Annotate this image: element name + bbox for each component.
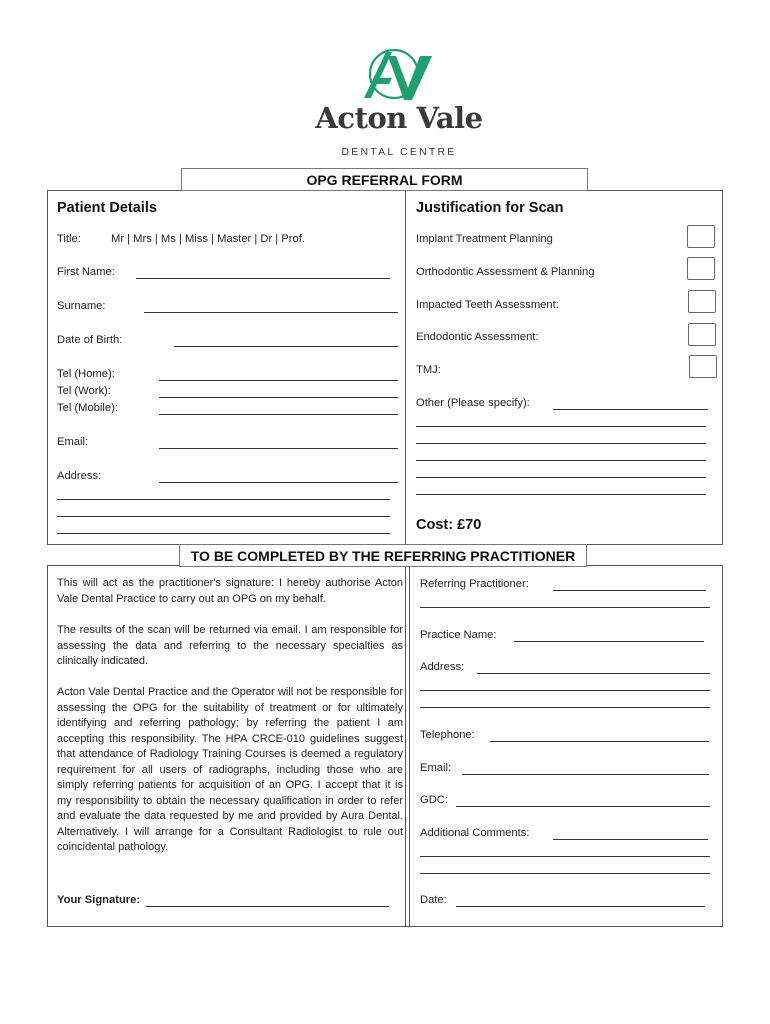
justification-item: Endodontic Assessment:	[416, 331, 539, 343]
tmj-checkbox[interactable]	[689, 355, 717, 378]
practice-name-field[interactable]	[514, 641, 704, 642]
telephone-label: Telephone:	[420, 729, 475, 741]
other-field-1[interactable]	[553, 409, 708, 410]
cost-label: Cost: £70	[416, 517, 482, 533]
referrer-email-label: Email:	[420, 762, 452, 774]
title-options[interactable]: Mr | Mrs | Ms | Miss | Master | Dr | Prof.	[111, 233, 305, 245]
brand-name: Acton Vale	[315, 101, 483, 135]
practitioner-divider-right	[409, 565, 410, 927]
signature-label: Your Signature:	[57, 894, 141, 906]
other-field-5[interactable]	[416, 477, 706, 478]
practitioner-section-title: TO BE COMPLETED BY THE REFERRING PRACTITIONER	[179, 544, 587, 567]
referrer-email-field[interactable]	[462, 774, 709, 775]
tel-home-label: Tel (Home):	[57, 368, 115, 380]
orthodontic-checkbox[interactable]	[687, 257, 715, 280]
tel-work-label: Tel (Work):	[57, 385, 111, 397]
gdc-field[interactable]	[456, 806, 710, 807]
other-field-4[interactable]	[416, 460, 706, 461]
patient-address-field-3[interactable]	[57, 516, 390, 517]
referrer-address-label: Address:	[420, 661, 465, 673]
patient-address-field-2[interactable]	[57, 499, 390, 500]
surname-field[interactable]	[144, 312, 398, 313]
patient-email-field[interactable]	[159, 448, 398, 449]
referrer-address-field-2[interactable]	[420, 690, 710, 691]
brand-logo	[360, 48, 438, 104]
brand-subtitle: DENTAL CENTRE	[341, 146, 457, 158]
patient-address-field-4[interactable]	[57, 533, 390, 534]
signature-field[interactable]	[146, 906, 389, 907]
declaration-paragraph-2: The results of the scan will be returned via email. I am responsible for assessing the data and referring to the necessary specialties as clinically indicated.	[57, 624, 403, 667]
referrer-address-field-3[interactable]	[420, 707, 710, 708]
justification-item: Orthodontic Assessment & Planning	[416, 266, 595, 278]
first-name-label: First Name:	[57, 266, 115, 278]
practitioner-divider-left	[405, 565, 406, 927]
telephone-field[interactable]	[490, 741, 709, 742]
additional-comments-field-3[interactable]	[420, 873, 710, 874]
dob-label: Date of Birth:	[57, 334, 123, 346]
patient-address-field-1[interactable]	[159, 482, 398, 483]
date-label: Date:	[420, 894, 447, 906]
justification-heading: Justification for Scan	[416, 200, 564, 216]
patient-details-heading: Patient Details	[57, 200, 157, 216]
first-name-field[interactable]	[136, 278, 390, 279]
tel-work-field[interactable]	[159, 397, 398, 398]
email-label: Email:	[57, 436, 89, 448]
title-label: Title:	[57, 233, 81, 245]
top-section-divider	[405, 190, 406, 545]
additional-comments-field-1[interactable]	[553, 839, 708, 840]
declaration-paragraph-1: This will act as the practitioner's signature: I hereby authorise Acton Vale Dental Practice to carry out an OPG on my behalf.	[57, 577, 403, 605]
tel-mobile-field[interactable]	[159, 414, 398, 415]
gdc-label: GDC:	[420, 794, 448, 806]
other-label: Other (Please specify):	[416, 397, 530, 409]
declaration-paragraph-3: Acton Vale Dental Practice and the Operator will not be responsible for assessing the OPG for the suitability of treatment or for ultimately identifying and referring pathology; by referring the patient I am accepting this responsibility. The HPA CRCE-010 guidelines suggest that attendance of Radiology Training Courses is deemed a regulatory requirement for all users of radiographs, including those who are simply referring patients for acquisition of an OPG. I accept that it is my responsibility to obtain the necessary qualification in order to refer and evaluate the data requested by me and provided by Aura Dental. Alternatively, I will arrange for a Consultant Radiologist to rule out coincidental pathology.	[57, 686, 403, 853]
justification-item: Impacted Teeth Assessment:	[416, 299, 559, 311]
impacted-teeth-checkbox[interactable]	[688, 290, 716, 313]
surname-label: Surname:	[57, 300, 106, 312]
justification-item: TMJ:	[416, 364, 441, 376]
tel-mobile-label: Tel (Mobile):	[57, 402, 118, 414]
dob-field[interactable]	[174, 346, 398, 347]
practice-name-label: Practice Name:	[420, 629, 497, 641]
endodontic-checkbox[interactable]	[688, 323, 716, 346]
justification-item: Implant Treatment Planning	[416, 233, 553, 245]
referring-practitioner-label: Referring Practitioner:	[420, 578, 529, 590]
referring-practitioner-field[interactable]	[553, 590, 706, 591]
other-field-2[interactable]	[416, 426, 706, 427]
form-title: OPG REFERRAL FORM	[181, 168, 588, 191]
address-label: Address:	[57, 470, 102, 482]
other-field-3[interactable]	[416, 443, 706, 444]
tel-home-field[interactable]	[159, 380, 398, 381]
referring-practitioner-field-2[interactable]	[420, 607, 710, 608]
implant-checkbox[interactable]	[687, 225, 715, 248]
additional-comments-field-2[interactable]	[420, 856, 710, 857]
date-field[interactable]	[456, 906, 705, 907]
referrer-address-field-1[interactable]	[477, 673, 710, 674]
other-field-6[interactable]	[416, 494, 706, 495]
additional-comments-label: Additional Comments:	[420, 827, 530, 839]
